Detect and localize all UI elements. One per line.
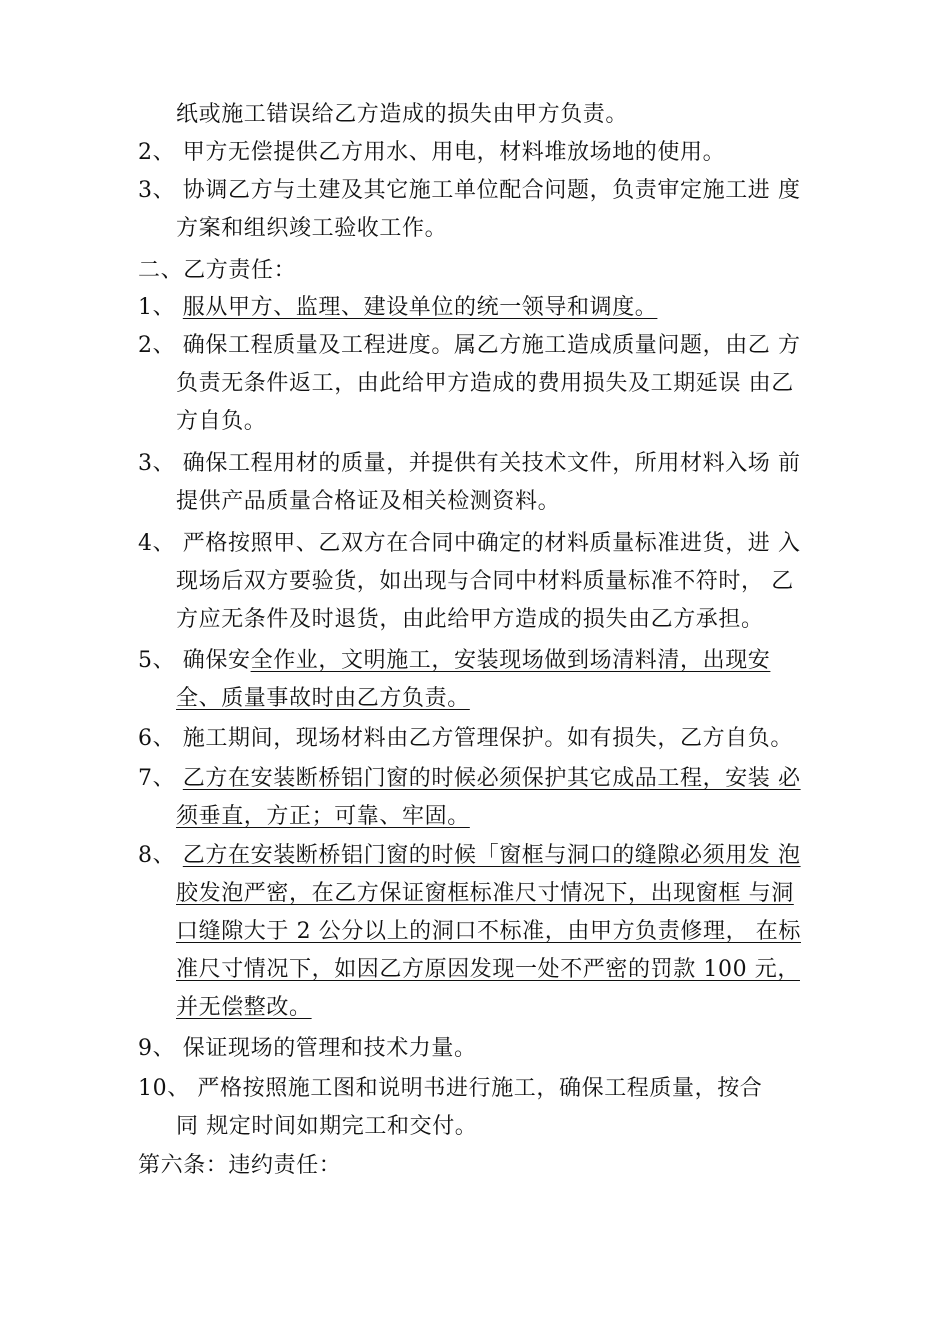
text-line: 全、质量事故时由乙方负责。 [176, 686, 470, 711]
text-line: 7、 乙方在安装断桥铝门窗的时候必须保护其它成品工程，安装 必 [138, 766, 801, 791]
text-line: 胶发泡严密，在乙方保证窗框标准尺寸情况下，出现窗框 与洞 [176, 881, 794, 906]
text-line: 方自负。 [176, 409, 267, 434]
text-line: 方案和组织竣工验收工作。 [176, 216, 448, 241]
text-line: 2、 甲方无偿提供乙方用水、用电，材料堆放场地的使用。 [138, 140, 726, 165]
text-line: 纸或施工错误给乙方造成的损失由甲方负责。 [176, 102, 629, 127]
text-line: 8、 乙方在安装断桥铝门窗的时候「窗框与洞口的缝隙必须用发 泡 [138, 843, 801, 868]
text-line: 口缝隙大于 2 公分以上的洞口不标准，由甲方负责修理， 在标 [176, 919, 801, 944]
section-heading: 二、乙方责任： [138, 258, 297, 283]
text-line: 5、 确保安全作业，文明施工，安装现场做到场清料清，出现安 [138, 648, 771, 673]
text-line: 准尺寸情况下，如因乙方原因发现一处不严密的罚款 100 元， [176, 957, 800, 982]
article-heading: 第六条：违约责任： [138, 1153, 342, 1178]
text-line: 3、 确保工程用材的质量，并提供有关技术文件，所用材料入场 前 [138, 451, 801, 476]
text-line: 6、 施工期间，现场材料由乙方管理保护。如有损失，乙方自负。 [138, 726, 793, 751]
text-line: 负责无条件返工，由此给甲方造成的费用损失及工期延误 由乙 [176, 371, 794, 396]
text-line: 提供产品质量合格证及相关检测资料。 [176, 489, 561, 514]
text-line: 并无偿整改。 [176, 995, 312, 1020]
text-line: 9、 保证现场的管理和技术力量。 [138, 1036, 477, 1061]
text-line: 10、 严格按照施工图和说明书进行施工，确保工程质量，按合 [138, 1076, 763, 1101]
text-line: 4、 严格按照甲、乙双方在合同中确定的材料质量标准进货，进 入 [138, 531, 801, 556]
text-line: 1、 服从甲方、监理、建设单位的统一领导和调度。 [138, 295, 658, 320]
text-line: 同 规定时间如期完工和交付。 [176, 1114, 478, 1139]
text-line: 2、 确保工程质量及工程进度。属乙方施工造成质量问题，由乙 方 [138, 333, 801, 358]
text-line: 须垂直，方正；可靠、牢固。 [176, 804, 470, 829]
text-line: 方应无条件及时退货，由此给甲方造成的损失由乙方承担。 [176, 607, 764, 632]
text-line: 3、 协调乙方与土建及其它施工单位配合问题，负责审定施工进 度 [138, 178, 801, 203]
text-line: 现场后双方要验货，如出现与合同中材料质量标准不符时， 乙 [176, 569, 794, 594]
